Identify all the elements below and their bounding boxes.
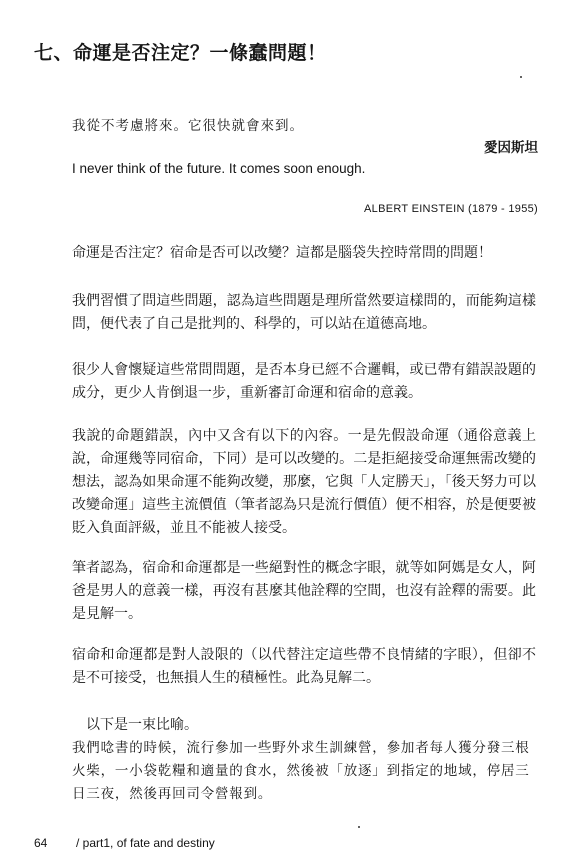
paragraph-2: 我們習慣了問這些問題，認為這些問題是理所當然要這樣問的，而能夠這樣問，便代表了自己是批判的、科學的，可以站在道德高地。 [72,293,536,332]
speck-mark [520,76,522,78]
paragraph-3: 很少人會懷疑這些常問問題，是否本身已經不合邏輯，或已帶有錯誤設題的成分，更少人肯倒退一步，重新審訂命運和宿命的意義。 [72,362,536,401]
paragraph-6: 宿命和命運都是對人設限的（以代替注定這些帶不良情緒的字眼），但卻不是不可接受，也無損人生的積極性。此為見解二。 [72,647,536,686]
example-body: 我們唸書的時候，流行參加一些野外求生訓練營，參加者每人獲分發三根火柴，一小袋乾糧和適量的食水，然後被「放逐」到指定的地域，停居三日三夜，然後再回司令營報到。 [72,740,530,802]
quote-chinese: 我從不考慮將來。它很快就會來到。 [72,118,304,134]
chapter-title: 七、命運是否注定？一條蠢問題！ [34,42,327,64]
quote-english: I never think of the future. It comes soon enough. [72,161,366,176]
speck-mark [358,826,360,828]
paragraph-5: 筆者認為，宿命和命運都是一些絕對性的概念字眼，就等如阿媽是女人，阿爸是男人的意義一樣，再沒有甚麼其他詮釋的空間，也沒有詮釋的需要。此是見解一。 [72,560,536,622]
paragraph-4: 我說的命題錯誤，內中又含有以下的內容。一是先假設命運（通俗意義上說，命運幾等同宿命，下同）是可以改變的。二是拒絕接受命運無需改變的想法，認為如果命運不能夠改變，那麼，它與「人定勝天」，「後天努力可以改變命運」這些主流價值（筆者認為只是流行價值）便不相容，於是便要被貶入負面評級，並且不能被人接受。 [72,428,536,536]
quote-author-chinese: 愛因斯坦 [484,140,538,156]
quote-author-english: ALBERT EINSTEIN (1879 - 1955) [364,203,538,215]
running-footer: / part1, of fate and destiny [76,836,215,850]
example-intro: 以下是一束比喻。 [86,717,198,733]
paragraph-1: 命運是否注定？宿命是否可以改變？這都是腦袋失控時常問的問題！ [72,245,492,261]
page-number: 64 [34,836,48,850]
